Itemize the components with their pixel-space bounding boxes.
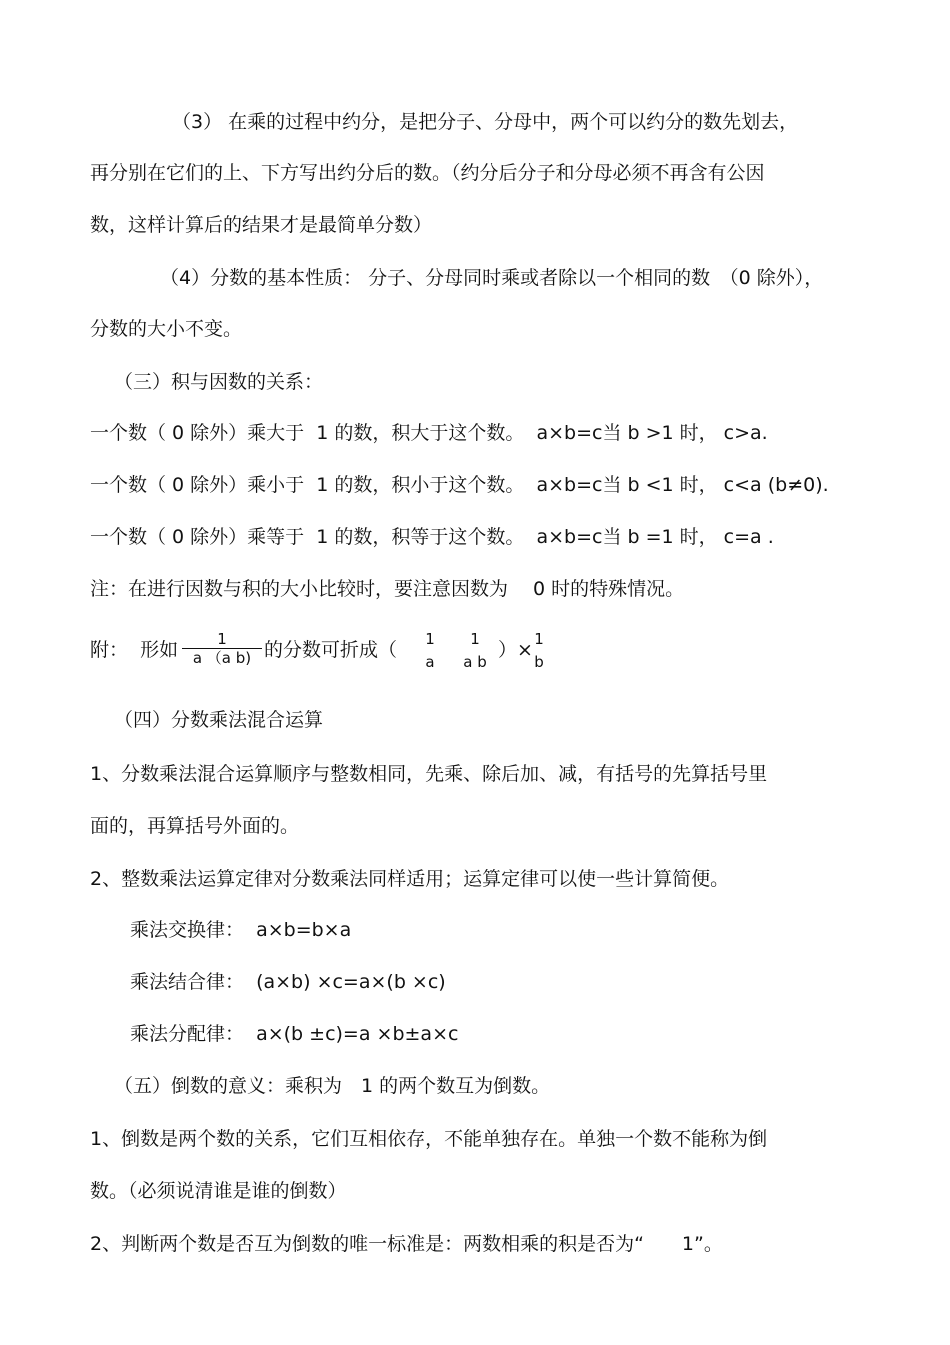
appendix-middle: 的分数可折成（ (264, 639, 398, 661)
fraction-numerator: 1 (470, 630, 480, 648)
fraction-numerator: 1 (217, 630, 227, 648)
fraction-4 (530, 630, 548, 671)
note-line: 注：在进行因数与积的大小比较时，要注意因数为 0 时的特殊情况。 (90, 578, 685, 600)
paragraph-line: 2、整数乘法运算定律对分数乘法同样适用；运算定律可以使一些计算简便。 (90, 868, 730, 890)
law-line: 乘法分配律： a×(b ±c)=a ×b±a×c (130, 1023, 459, 1045)
rule-line: 一个数（ 0 除外）乘等于 1 的数，积等于这个数。 a×b=c当 b =1 时， c=a . (90, 526, 774, 548)
rule-line: 一个数（ 0 除外）乘小于 1 的数，积小于这个数。 a×b=c当 b <1 时， c<a (b≠0). (90, 474, 829, 496)
fraction-denominator: a b (463, 653, 487, 671)
paragraph-line: （3） 在乘的过程中约分，是把分子、分母中，两个可以约分的数先划去， (172, 111, 799, 133)
paragraph-line: 再分别在它们的上、下方写出约分后的数。（约分后分子和分母必须不再含有公因 (90, 162, 765, 184)
fraction-1 (182, 630, 262, 667)
appendix-prefix: 附： 形如 (90, 639, 179, 661)
paragraph-line: 分数的大小不变。 (90, 318, 243, 340)
fraction-denominator: b (534, 653, 544, 671)
paragraph-line: （4）分数的基本性质： 分子、分母同时乘或者除以一个相同的数 （0 除外）， (160, 267, 824, 289)
fraction-2 (420, 630, 440, 671)
paragraph-line: 1、倒数是两个数的关系，它们互相依存，不能单独存在。单独一个数不能称为倒 (90, 1128, 768, 1150)
section-heading: （五）倒数的意义：乘积为 1 的两个数互为倒数。 (114, 1075, 551, 1097)
paragraph-line: 1、分数乘法混合运算顺序与整数相同，先乘、除后加、减，有括号的先算括号里 (90, 763, 768, 785)
fraction-numerator: 1 (534, 630, 544, 648)
fraction-numerator: 1 (425, 630, 435, 648)
fraction-denominator: a （a b) (192, 649, 252, 667)
law-line: 乘法交换律： a×b=b×a (130, 919, 352, 941)
law-line: 乘法结合律： (a×b) ×c=a×(b ×c) (130, 971, 446, 993)
paragraph-line: 数。（必须说清谁是谁的倒数） (90, 1180, 347, 1202)
appendix-close: ）× (498, 639, 533, 661)
paragraph-line: 数，这样计算后的结果才是最简单分数） (90, 214, 433, 236)
paragraph-line: 2、判断两个数是否互为倒数的唯一标准是：两数相乘的积是否为“ 1”。 (90, 1233, 723, 1255)
paragraph-line: 面的，再算括号外面的。 (90, 815, 300, 837)
fraction-denominator: a (425, 653, 435, 671)
section-heading: （四）分数乘法混合运算 (114, 709, 324, 731)
fraction-3 (452, 630, 498, 671)
section-heading: （三）积与因数的关系： (114, 371, 324, 393)
rule-line: 一个数（ 0 除外）乘大于 1 的数，积大于这个数。 a×b=c当 b >1 时， c>a. (90, 422, 768, 444)
